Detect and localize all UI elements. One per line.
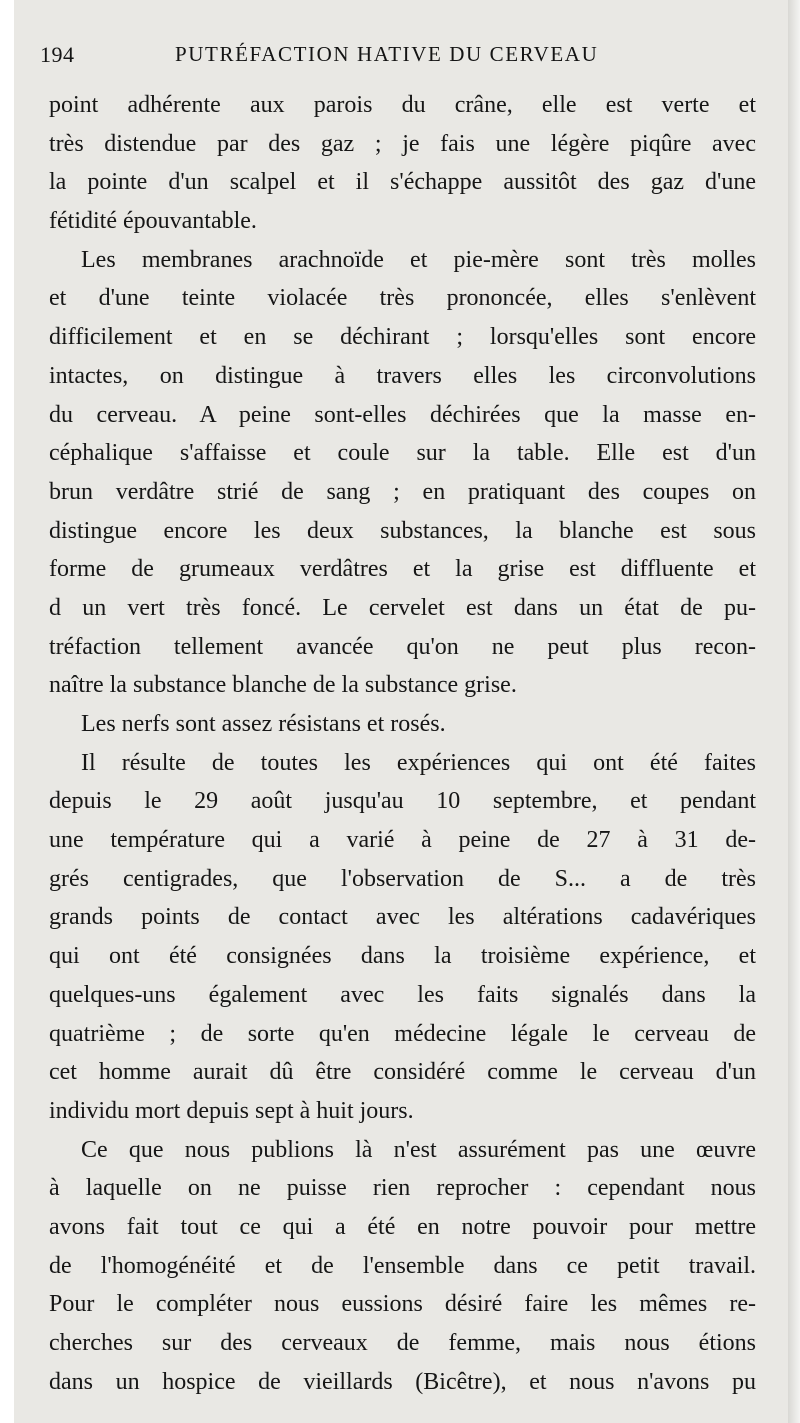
- text-line: individu mort depuis sept à huit jours.: [49, 1097, 414, 1124]
- text-line: naître la substance blanche de la substance grise.: [49, 672, 517, 699]
- text-line: cet homme aurait dû être considéré comme le cerveau d'un: [49, 1059, 756, 1086]
- page-header: [40, 40, 760, 76]
- page-number: 194: [40, 42, 75, 67]
- text-line: cherches sur des cerveaux de femme, mais nous étions: [49, 1330, 756, 1356]
- text-line: brun verdâtre strié de sang ; en pratiquant des coupes on: [49, 478, 756, 505]
- text-line: forme de grumeaux verdâtres et la grise est diffluente et: [49, 556, 756, 583]
- text-line: quelques-uns également avec les faits signalés dans la: [49, 981, 756, 1008]
- text-line: Pour le compléter nous eussions désiré faire les mêmes re-: [49, 1291, 756, 1318]
- text-line: céphalique s'affaisse et coule sur la table. Elle est d'un: [49, 440, 756, 467]
- text-line: une température qui a varié à peine de 27 à 31 de-: [49, 827, 756, 854]
- text-line: avons fait tout ce qui a été en notre pouvoir pour mettre: [49, 1213, 756, 1240]
- text-line: du cerveau. A peine sont-elles déchirées que la masse en-: [49, 401, 756, 428]
- text-line: difficilement et en se déchirant ; lorsqu'elles sont encore: [49, 324, 756, 351]
- text-line: tréfaction tellement avancée qu'on ne peut plus recon-: [49, 633, 756, 660]
- body-text: [49, 86, 756, 1401]
- text-line: à laquelle on ne puisse rien reprocher : cependant nous: [49, 1175, 756, 1202]
- text-line: qui ont été consignées dans la troisième expérience, et: [49, 943, 756, 970]
- text-line: point adhérente aux parois du crâne, elle est verte et: [49, 92, 756, 118]
- text-line: de l'homogénéité et de l'ensemble dans ce petit travail.: [49, 1252, 756, 1279]
- text-line: dans un hospice de vieillards (Bicêtre), et nous n'avons pu: [49, 1368, 756, 1395]
- text-line: Les membranes arachnoïde et pie-mère sont très molles: [81, 246, 756, 273]
- text-line: la pointe d'un scalpel et il s'échappe aussitôt des gaz d'une: [49, 169, 756, 196]
- text-line: grands points de contact avec les altérations cadavériques: [49, 904, 756, 931]
- text-line: Les nerfs sont assez résistans et rosés.: [81, 711, 446, 737]
- text-line: quatrième ; de sorte qu'en médecine légale le cerveau de: [49, 1020, 756, 1047]
- text-line: intactes, on distingue à travers elles les circonvolutions: [49, 362, 756, 389]
- text-line: d un vert très foncé. Le cervelet est dans un état de pu-: [49, 594, 756, 621]
- text-line: grés centigrades, que l'observation de S... a de très: [49, 865, 756, 892]
- text-line: depuis le 29 août jusqu'au 10 septembre, et pendant: [49, 788, 756, 815]
- text-line: et d'une teinte violacée très prononcée, elles s'enlèvent: [49, 285, 756, 312]
- text-line: Il résulte de toutes les expériences qui ont été faites: [81, 749, 756, 776]
- text-line: très distendue par des gaz ; je fais une légère piqûre avec: [49, 130, 756, 157]
- running-title: PUTRÉFACTION HATIVE DU CERVEAU: [175, 42, 599, 66]
- text-line: Ce que nous publions là n'est assurément pas une œuvre: [81, 1136, 756, 1163]
- text-line: fétidité épouvantable.: [49, 208, 257, 235]
- text-line: distingue encore les deux substances, la blanche est sous: [49, 517, 756, 544]
